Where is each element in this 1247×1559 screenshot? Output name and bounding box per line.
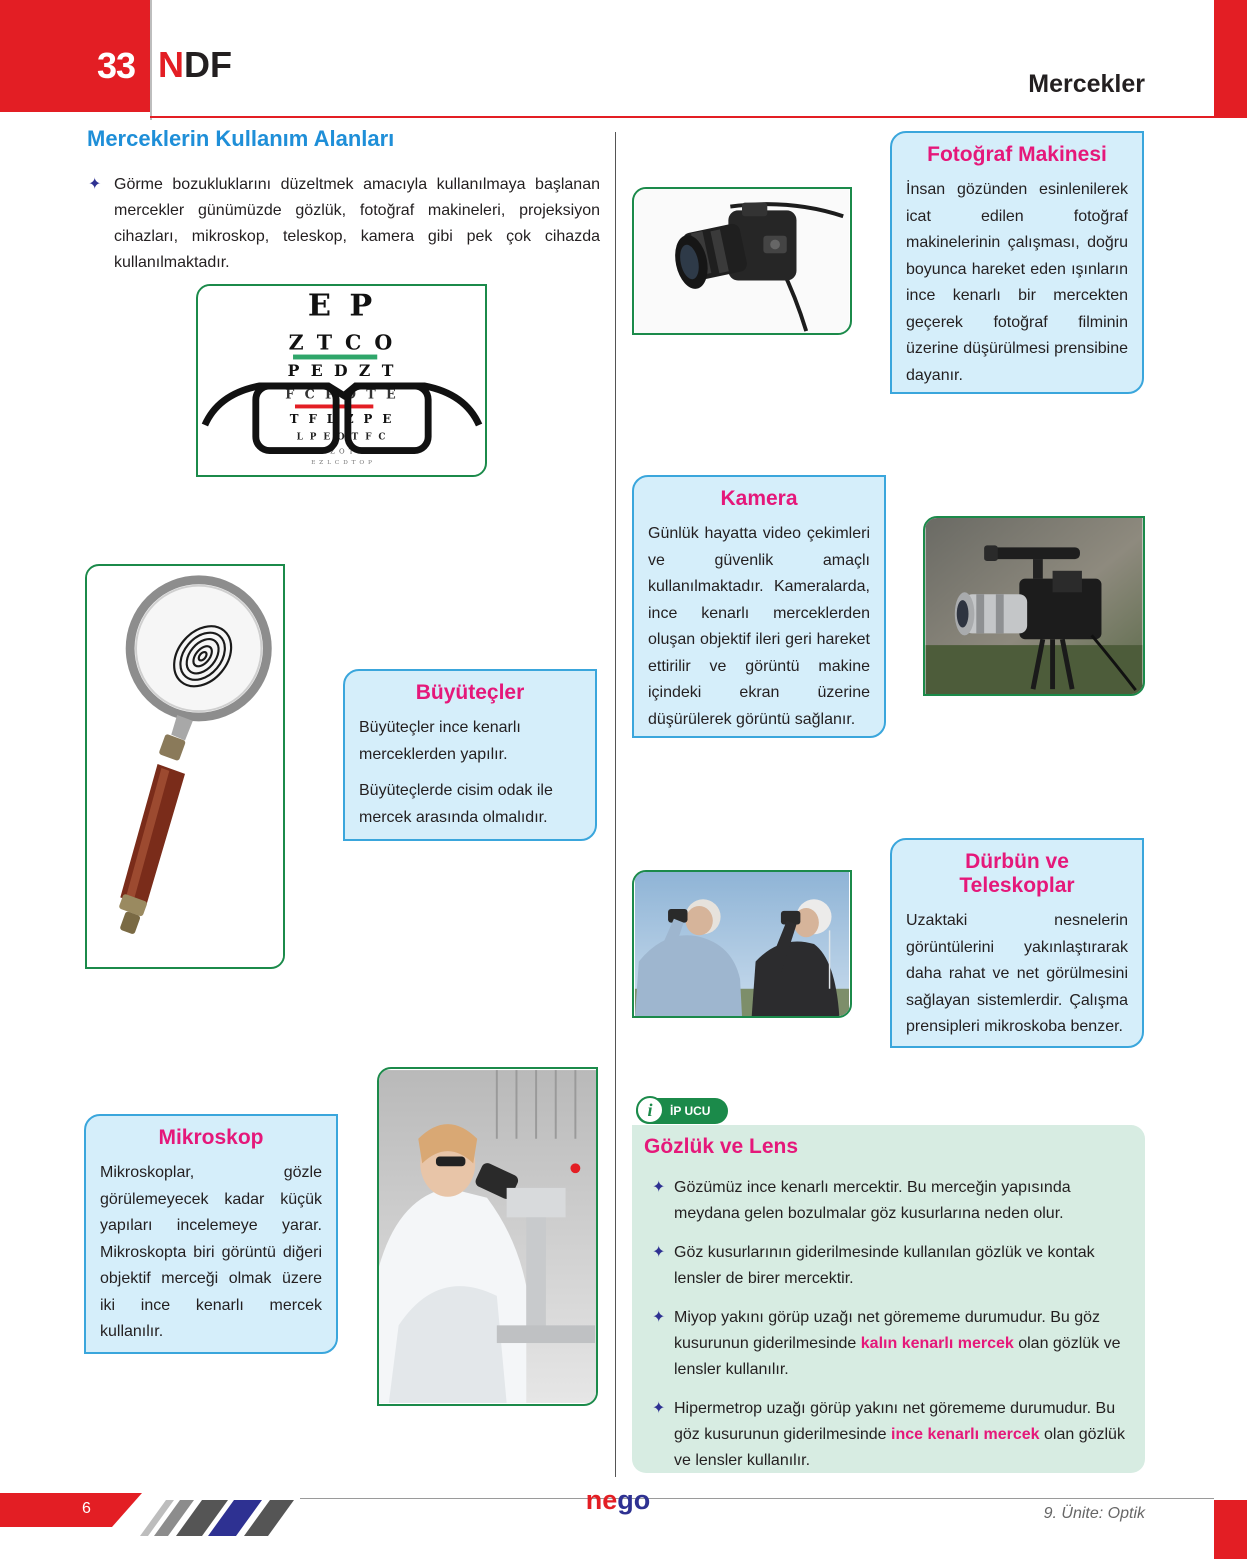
sparkle-bullet-icon: ✦ — [652, 1179, 666, 1196]
logo-part-2: go — [617, 1485, 651, 1515]
tip-box — [632, 1125, 1145, 1473]
magnifier-box-text-2: Büyüteçlerde cisim odak ile mercek arasında olmalıdır. — [359, 782, 553, 826]
telescope-info-box — [890, 838, 1144, 1048]
video-camera-box-title: Kamera — [720, 487, 798, 510]
microscope-info-box — [84, 1114, 338, 1354]
brand-first-letter: N — [158, 44, 184, 85]
eye-chart-row: L P E O T F C — [296, 432, 388, 443]
telescope-box-text: Uzaktaki nesnelerin görüntülerini yakınlaştırarak daha rahat ve net görülmesini sağlayan sistemlerdir. Çalışma prensipleri mikroskoba benzer. — [906, 912, 1128, 1035]
column-divider — [615, 132, 616, 1477]
tip-item — [644, 1396, 1133, 1474]
tip-item-text: Göz kusurlarının giderilmesinde kullanılan gözlük ve kontak lensler de birer mercektir. — [674, 1244, 1095, 1287]
eye-chart-row: F C P O T E — [285, 387, 399, 403]
intro-text: Görme bozukluklarını düzeltmek amacıyla kullanılmaya başlanan mercekler günümüzde gözlük, fotoğraf makineleri, projeksiyon cihazları, mikroskop, teleskop, kamera gibi pek çok cihazda kullanılmaktadır. — [114, 176, 600, 271]
eye-chart-row: Z T C O — [288, 330, 396, 355]
camera-box-text: İnsan gözünden esinlenilerek icat edilen fotoğraf makinelerinin çalışması, doğru boyunca hareket eden ışınların ince kenarlı bir mercekten geçerek fotoğraf filminin üzerine düşürülmesi prensibine dayanır. — [906, 181, 1128, 384]
tip-highlight: kalın kenarlı mercek — [860, 1335, 1014, 1352]
brand-name — [158, 40, 232, 90]
tip-item — [644, 1175, 1133, 1227]
section-title: Merceklerin Kullanım Alanları — [87, 126, 395, 151]
magnifier-box-text-1: Büyüteçler ince kenarlı merceklerden yapılır. — [359, 719, 521, 763]
tip-item-text: Hipermetrop uzağı görüp yakını net görememe durumudur. Bu göz kusurunun giderilmesinde — [674, 1400, 1116, 1443]
eye-chart-row: T F L Z P E — [289, 412, 395, 427]
tip-highlight: ince kenarlı mercek — [891, 1426, 1040, 1443]
sparkle-bullet-icon: ✦ — [88, 176, 102, 193]
camera-image — [632, 187, 852, 335]
tip-item-text-end: olan gözlük ve lensler kullanılır. — [674, 1335, 1121, 1378]
microscope-image — [377, 1067, 598, 1406]
footer-red-slant — [112, 1493, 142, 1527]
brand-rest: DF — [184, 44, 232, 85]
footer-rule — [300, 1498, 1214, 1499]
header-right-red-bar — [1214, 0, 1247, 116]
unit-label: 9. Ünite: Optik — [1043, 1505, 1145, 1522]
page-code: 33 — [96, 45, 136, 86]
info-icon: i — [636, 1096, 664, 1124]
video-camera-box-text: Günlük hayatta video çekimleri ve güvenlik amaçlı kullanılmaktadır. Kameralarda, ince kenarlı merceklerden oluşan objektif ileri geri hareket ettirilir ve görüntü makine içindeki ekran üzerine düşürülerek görüntü sağlanır. — [648, 525, 870, 728]
tip-title: Gözlük ve Lens — [644, 1135, 799, 1158]
footer-red-block — [0, 1493, 112, 1527]
binoculars-image — [632, 870, 852, 1018]
camera-box-title: Fotoğraf Makinesi — [927, 143, 1107, 166]
tip-badge: İP UCU — [636, 1098, 728, 1124]
tip-item-text-end: olan gözlük ve lensler kullanılır. — [674, 1426, 1125, 1469]
sparkle-bullet-icon: ✦ — [652, 1400, 666, 1417]
tip-item-text: Miyop yakını görüp uzağı net görememe durumudur. Bu göz kusurunun giderilmesinde — [674, 1309, 1101, 1352]
eye-chart-image — [196, 284, 487, 477]
header-divider — [150, 0, 152, 120]
microscope-box-text: Mikroskoplar, gözle görülemeyecek kadar küçük yapıları incelemeye yarar. Mikroskopta biri görüntü diğeri objektif merceği olmak üzere iki ince kenarlı mercek kullanılır. — [100, 1164, 322, 1340]
eye-chart-row: F D Z O T E F — [311, 447, 373, 456]
tip-item — [644, 1305, 1133, 1383]
publisher-logo — [578, 1480, 658, 1520]
magnifier-image — [85, 564, 285, 969]
footer-stripes — [140, 1500, 300, 1536]
eye-chart-row: P E D Z T — [287, 361, 397, 381]
sparkle-bullet-icon: ✦ — [652, 1244, 666, 1261]
footer-right-red-bar — [1214, 1500, 1247, 1559]
video-camera-image — [923, 516, 1145, 696]
chapter-title: Mercekler — [1028, 70, 1145, 98]
eye-chart-row: E P — [307, 288, 377, 324]
intro-paragraph — [88, 172, 600, 276]
eye-chart-row: E Z L C D T O P — [311, 460, 373, 467]
microscope-box-title: Mikroskop — [158, 1126, 264, 1149]
telescope-box-title: Dürbün ve Teleskoplar — [959, 850, 1075, 897]
magnifier-info-box — [343, 669, 597, 841]
logo-part-1: ne — [585, 1485, 618, 1515]
magnifier-box-title: Büyüteçler — [415, 681, 525, 704]
camera-info-box — [890, 131, 1144, 394]
page-number: 6 — [82, 1500, 91, 1517]
header-rule — [150, 116, 1247, 118]
tip-item-text: Gözümüz ince kenarlı mercektir. Bu merceğin yapısında meydana gelen bozulmalar göz kusurlarına neden olur. — [674, 1179, 1071, 1222]
tip-item — [644, 1240, 1133, 1292]
sparkle-bullet-icon: ✦ — [652, 1309, 666, 1326]
video-camera-info-box — [632, 475, 886, 738]
